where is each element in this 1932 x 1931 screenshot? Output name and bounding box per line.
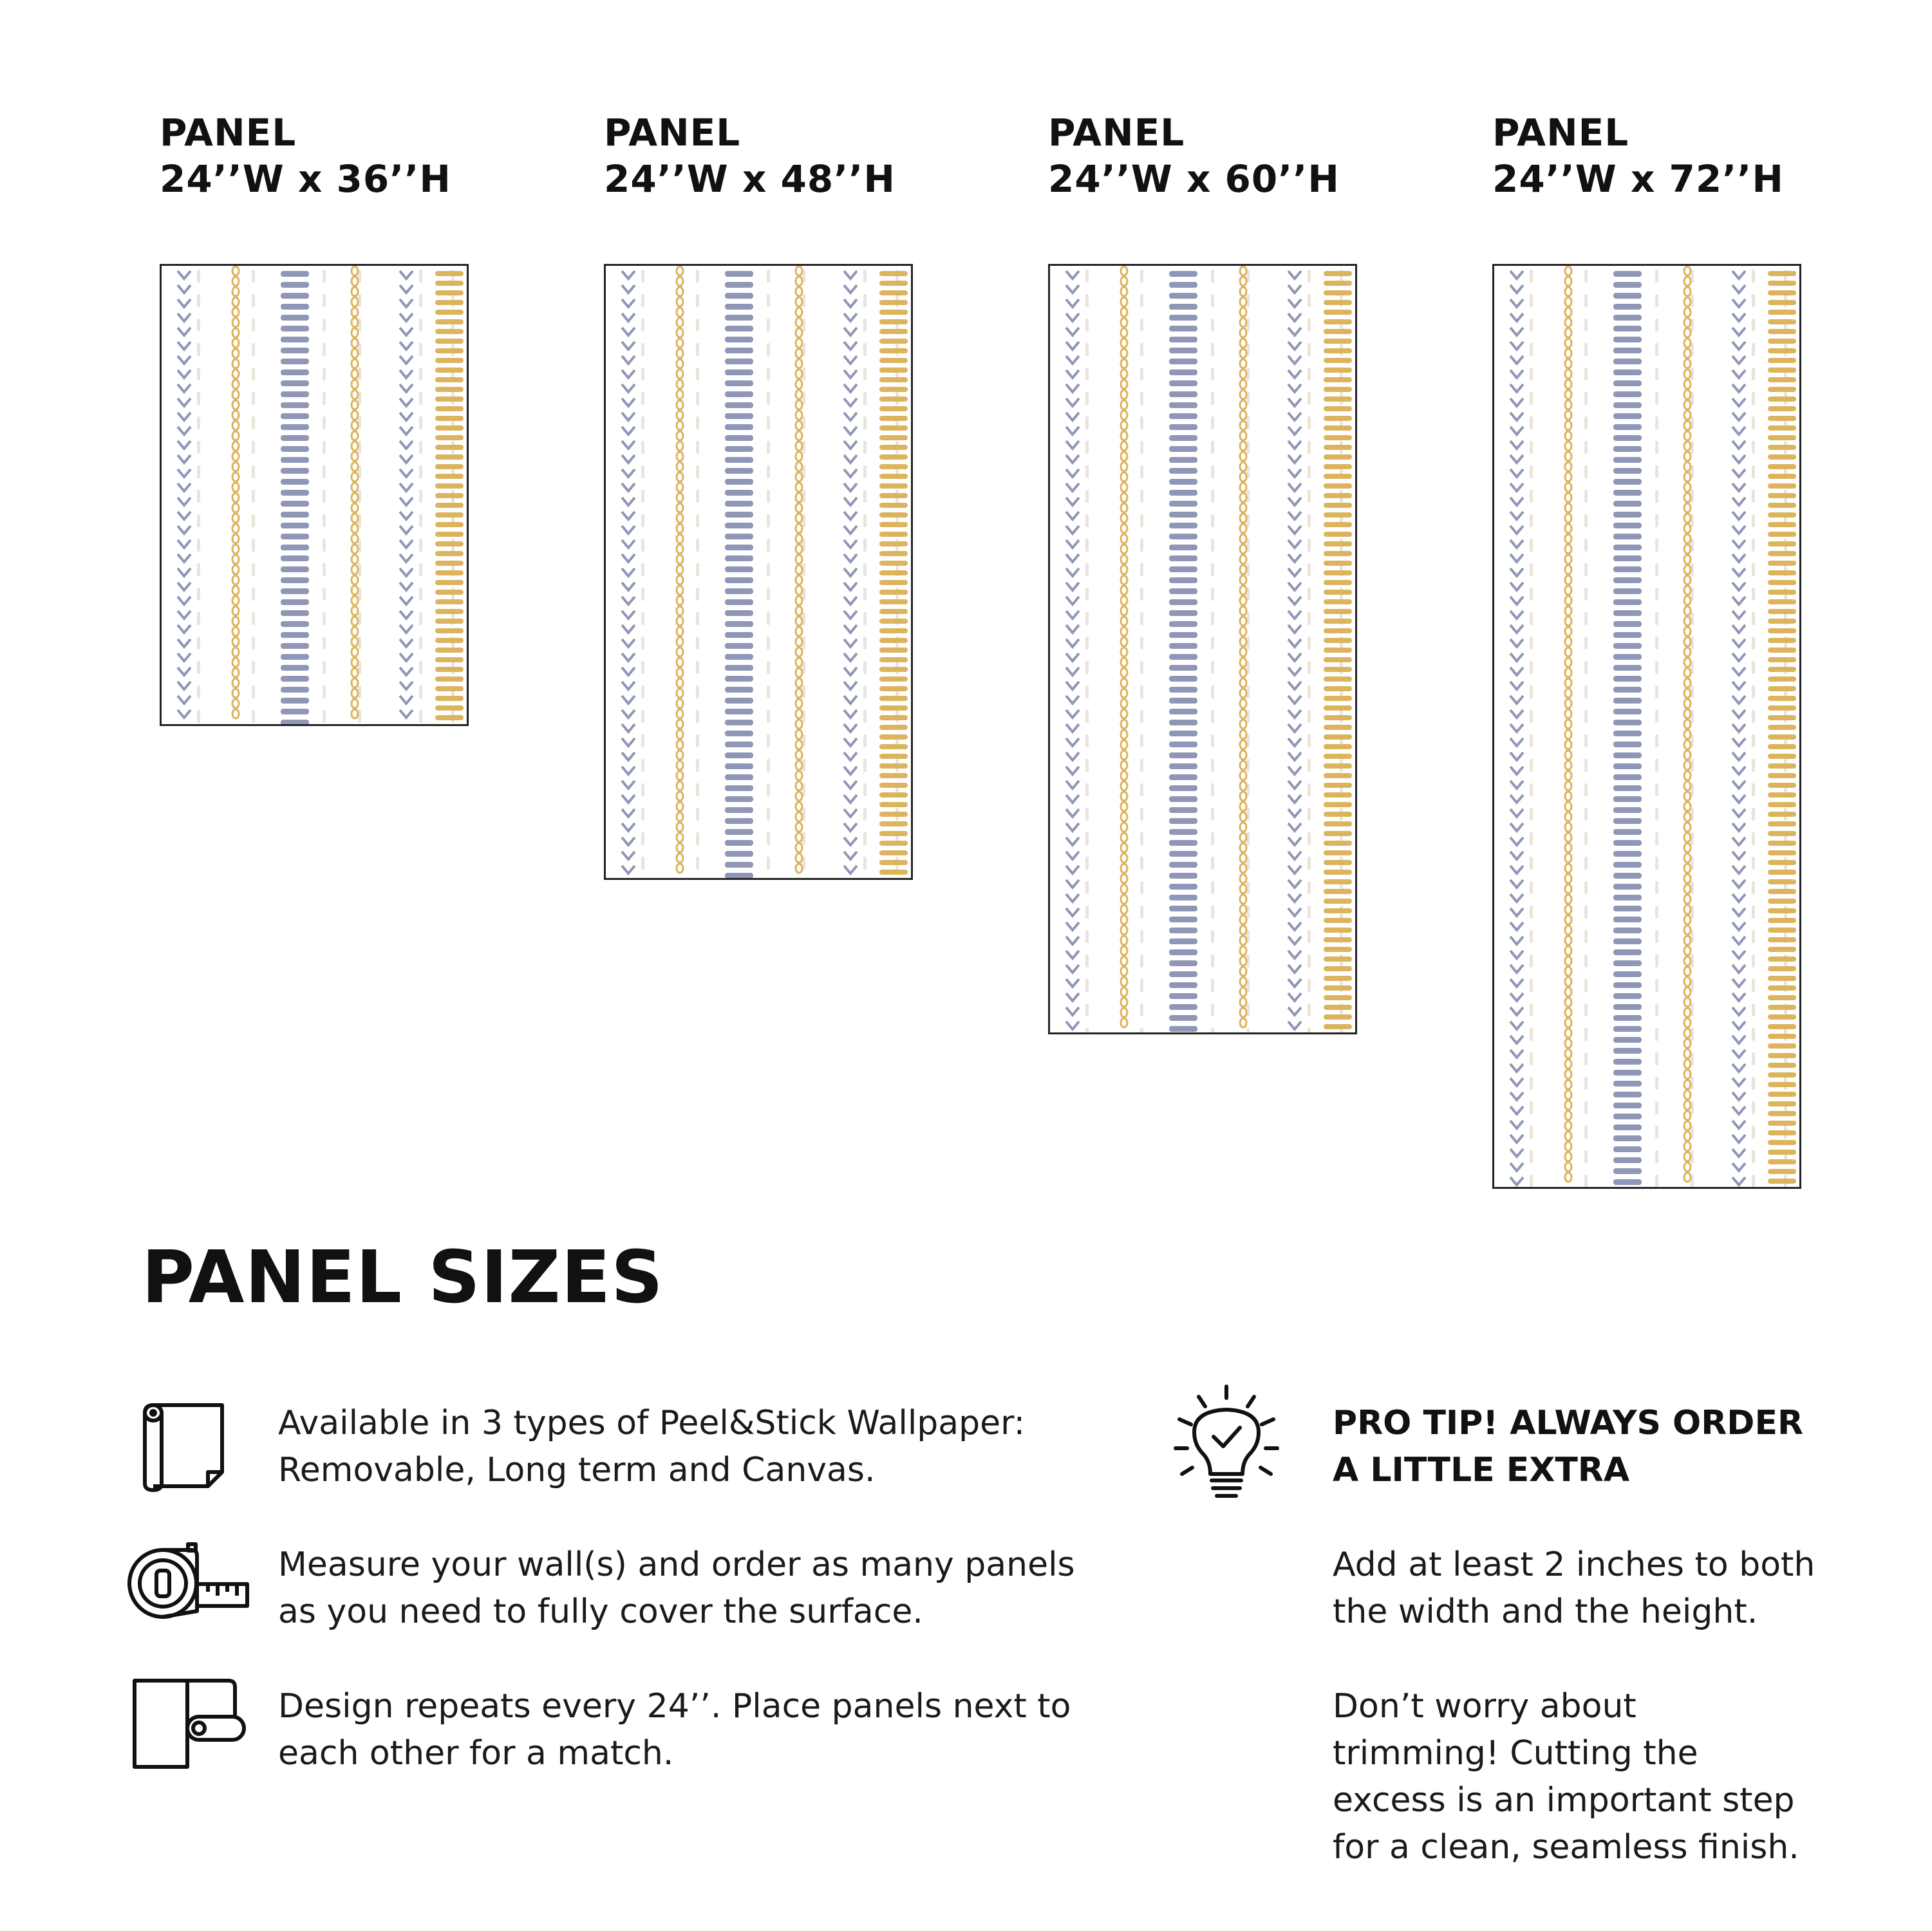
panel-label-36 bbox=[160, 109, 451, 202]
panel-roll-icon bbox=[132, 1677, 248, 1770]
panel-title: PANEL bbox=[604, 111, 741, 154]
tip-line: for a clean, seamless finish. bbox=[1333, 1828, 1799, 1867]
panel-size: 24’’W x 60’’H bbox=[1048, 157, 1340, 201]
pro-tip-title bbox=[1333, 1400, 1803, 1494]
feature-line: each other for a match. bbox=[278, 1734, 674, 1773]
panel-label-72 bbox=[1492, 109, 1784, 202]
panel-title: PANEL bbox=[1492, 111, 1629, 154]
feature-line: as you need to fully cover the surface. bbox=[278, 1592, 923, 1631]
panel-label-60 bbox=[1048, 109, 1340, 202]
feature-text-types bbox=[278, 1400, 1025, 1494]
pro-tip-trim bbox=[1333, 1683, 1799, 1871]
feature-line: Measure your wall(s) and order as many panels bbox=[278, 1545, 1075, 1584]
stripe-pattern bbox=[606, 266, 911, 878]
panel-size: 24’’W x 48’’H bbox=[604, 157, 896, 201]
stripe-pattern bbox=[1050, 266, 1355, 1032]
feature-text-measure bbox=[278, 1542, 1075, 1636]
panel-size: 24’’W x 36’’H bbox=[160, 157, 451, 201]
panel-title: PANEL bbox=[160, 111, 297, 154]
feature-line: Design repeats every 24’’. Place panels next to bbox=[278, 1687, 1071, 1726]
section-heading: PANEL SIZES bbox=[142, 1236, 664, 1320]
pro-tip-extra bbox=[1333, 1542, 1815, 1636]
tip-line: excess is an important step bbox=[1333, 1781, 1795, 1820]
lightbulb-check-icon bbox=[1172, 1384, 1281, 1503]
tip-line: trimming! Cutting the bbox=[1333, 1734, 1698, 1773]
wallpaper-roll-icon bbox=[132, 1400, 229, 1497]
panel-preview-48 bbox=[604, 264, 913, 880]
tape-measure-icon bbox=[127, 1542, 250, 1628]
tip-line: Add at least 2 inches to both bbox=[1333, 1545, 1815, 1584]
tip-title-line: A LITTLE EXTRA bbox=[1333, 1451, 1630, 1489]
tip-line: the width and the height. bbox=[1333, 1592, 1758, 1631]
panel-title: PANEL bbox=[1048, 111, 1185, 154]
feature-line: Available in 3 types of Peel&Stick Wallpaper: bbox=[278, 1404, 1026, 1442]
panel-size: 24’’W x 72’’H bbox=[1492, 157, 1784, 201]
feature-text-repeat bbox=[278, 1683, 1071, 1777]
panel-label-48 bbox=[604, 109, 896, 202]
panel-preview-36 bbox=[160, 264, 469, 726]
stripe-pattern bbox=[1494, 266, 1799, 1187]
panel-preview-72 bbox=[1492, 264, 1801, 1189]
tip-line: Don’t worry about bbox=[1333, 1687, 1637, 1726]
stripe-pattern bbox=[162, 266, 467, 724]
tip-title-line: PRO TIP! ALWAYS ORDER bbox=[1333, 1404, 1804, 1442]
feature-line: Removable, Long term and Canvas. bbox=[278, 1451, 876, 1489]
panel-preview-60 bbox=[1048, 264, 1357, 1034]
